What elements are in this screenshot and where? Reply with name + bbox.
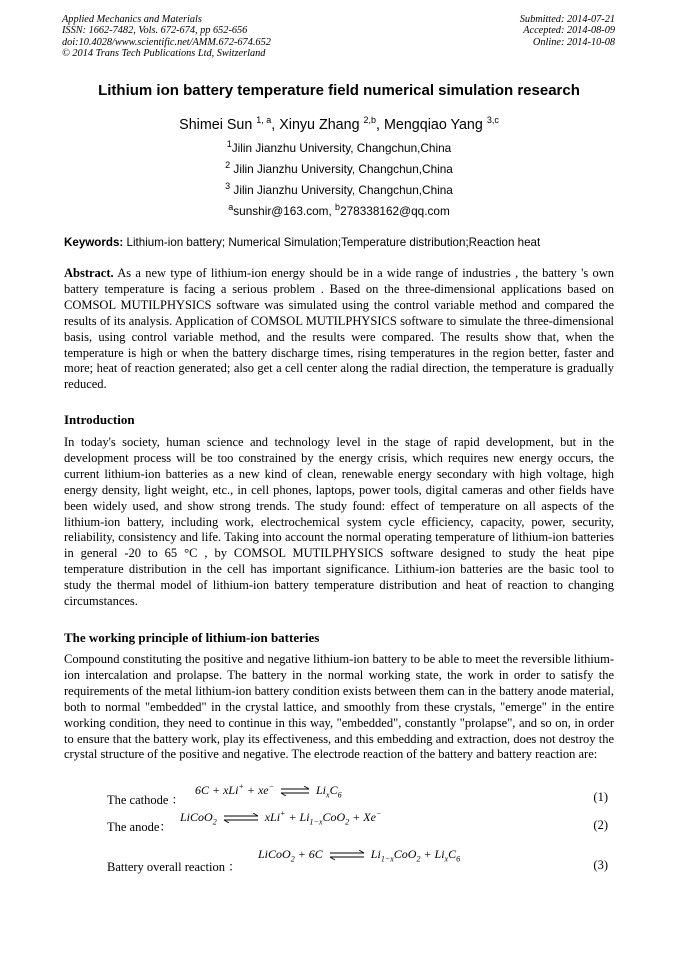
journal-info xyxy=(62,14,271,60)
affiliation-3 xyxy=(0,181,678,197)
equation-label: Battery overall reaction ： xyxy=(107,860,241,874)
equation-label: The cathode ： xyxy=(107,793,185,807)
keywords-text: Lithium-ion battery; Numerical Simulation;Temperature distribution;Reaction heat xyxy=(123,236,541,249)
submission-dates xyxy=(520,14,615,48)
equation-number: (2) xyxy=(593,818,608,832)
section-heading-introduction: Introduction xyxy=(64,412,135,427)
author-emails xyxy=(0,202,678,218)
affiliation-text: Jilin Jianzhu University, Changchun,China xyxy=(233,182,453,197)
author-list: Shimei Sun $^{1, a}$, Xinyu Zhang $^{2,b}$, Mengqiao Yang $^{3,c}$ xyxy=(179,115,499,133)
author-name: Mengqiao Yang xyxy=(383,116,483,133)
journal-copyright: © 2014 Trans Tech Publications Ltd, Switzerland xyxy=(62,48,266,60)
equation-formula: 6C + xLi+ + xe− $Li_xC_6$ xyxy=(195,782,342,800)
email-superscript: a xyxy=(228,202,234,212)
affiliation-text: Jilin Jianzhu University, Changchun,China xyxy=(233,161,453,176)
affiliation-superscript: 2 xyxy=(225,160,231,170)
principle-text: Compound constituting the positive and negative lithium-ion battery to be able to meet the reversible lithium-ion intercalation and prolapse. The battery in the normal working state, the work in order to satisfy the requirements of the metal lithium-ion battery condition exists between them can in the battery anode material, both to normal "embedded" in the crystal lattice, and smoothly from these crystals, "emerge" in the entire working condition, they need to continue in this way, "embedded", constantly "prolapse", and so on, in order to ensure that the battery work, play its effectiveness, and this embedding and extraction, does not destroy the crystal structure of the positive and negative. The electrode reaction of the battery and battery reaction are: xyxy=(64,652,614,762)
journal-name: Applied Mechanics and Materials xyxy=(62,14,202,25)
affiliation-2 xyxy=(0,160,678,176)
author-superscript: 2,b xyxy=(363,115,377,125)
affiliation-superscript: 1 xyxy=(226,139,232,149)
journal-issn: ISSN: 1662-7482, Vols. 672-674, pp 652-656 xyxy=(62,25,248,37)
abstract xyxy=(64,266,614,393)
author-superscript: 1, a xyxy=(256,115,272,125)
author-superscript: 3,c xyxy=(486,115,499,125)
email-superscript: b xyxy=(335,202,341,212)
paper-title: Lithium ion battery temperature field numerical simulation research xyxy=(98,82,580,99)
author-name: Shimei Sun xyxy=(179,116,253,133)
email-a[interactable]: sunshir@163.com, xyxy=(233,203,332,218)
equation-1 xyxy=(0,782,678,808)
online-date: Online: 2014-10-08 xyxy=(532,36,615,48)
email-b[interactable]: 278338162@qq.com xyxy=(340,203,450,218)
abstract-text: As a new type of lithium-ion energy should be in a wide range of industries , the battery 's own battery temperature is facing a serious problem . Based on the three-dimensional applications based on COMSOL MUTILPHYSICS software was simulated using the control variable method and compared the results of its analysis. Application of COMSOL MUTILPHYSICS software to simulate the three-dimensional basis, using control variable method, and the results were compared. The results show that, when the temperature is high or when the battery discharge times, rising temperatures in the region better, faster and more; heat of reaction generated; also get a cell center along the radial direction, the temperature is gradually reduced. xyxy=(64,266,614,392)
affiliation-text: Jilin Jianzhu University, Changchun,China xyxy=(231,140,452,155)
equation-number: (1) xyxy=(593,790,608,804)
equation-formula: LiCoO$_2$ $xLi^+ + Li_{1-x}CoO_2 + Xe^-$ xyxy=(180,809,382,827)
submitted-date: Submitted: 2014-07-21 xyxy=(519,14,615,25)
keywords xyxy=(64,236,624,249)
equation-2 xyxy=(0,809,678,834)
affiliation-superscript: 3 xyxy=(225,181,231,191)
journal-doi: doi:10.4028/www.scientific.net/AMM.672-674.652 xyxy=(62,36,271,48)
abstract-label: Abstract. xyxy=(64,266,114,280)
section-heading-principle: The working principle of lithium-ion batteries xyxy=(64,630,320,645)
equation-number: (3) xyxy=(593,858,608,872)
equation-label: The anode： xyxy=(107,820,172,834)
accepted-date: Accepted: 2014-08-09 xyxy=(523,25,615,37)
affiliation-1 xyxy=(0,139,678,155)
equilibrium-arrows-icon xyxy=(329,850,365,860)
equilibrium-arrows-icon xyxy=(223,813,259,823)
equation-3 xyxy=(0,847,678,874)
introduction-text: In today's society, human science and technology level in the stage of rapid development, but in the development process will be too constrained by the energy crisis, which requires new energy occurs, the current lithium-ion batteries as a new kind of clean, renewable energy secondary with high voltage, high energy density, light weight, etc., in cell phones, laptops, power tools, digital cameras and other fields have been widely used, and show strong trends. The study found: effect of temperature on all aspects of the lithium-ion battery, including work, electrochemical system cycle efficiency, capacity, power, security, reliability, consistency and life. Taking into account the normal operating temperature of lithium-ion batteries in general -20 to 65 °C , by COMSOL MUTILPHYSICS software designed to study the heat pipe temperature distribution in the cell has important significance. Lithium-ion batteries are the basic tool to study the thermal model of lithium-ion battery temperature distribution and heat of reaction to changing circumstances. xyxy=(64,435,614,609)
equation-formula: LiCoO$_2$ + 6C $Li_{1-x}CoO_2 + Li_xC_6$ xyxy=(258,847,461,864)
keywords-label: Keywords: xyxy=(64,236,124,249)
author-name: Xinyu Zhang xyxy=(279,116,360,133)
equilibrium-arrows-icon xyxy=(280,786,310,796)
